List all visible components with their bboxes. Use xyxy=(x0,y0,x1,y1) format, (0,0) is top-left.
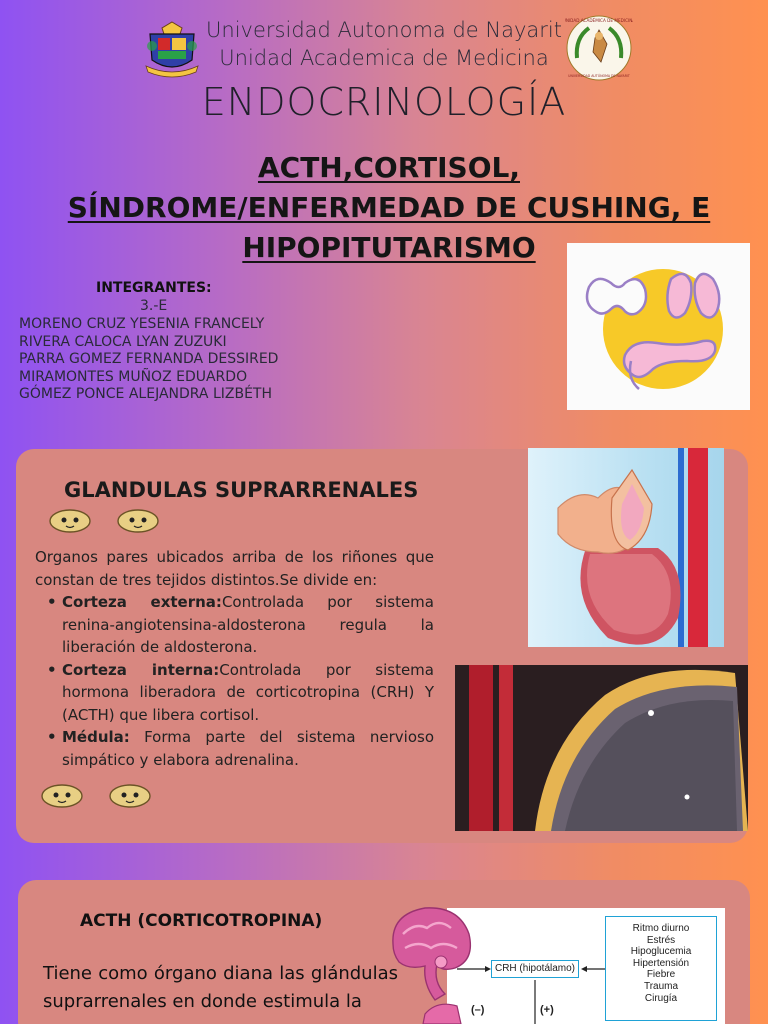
acth-text: Tiene como órgano diana las glándulas suprarrenales en donde estimula la xyxy=(43,963,398,1012)
member-name: PARRA GOMEZ FERNANDA DESSIRED xyxy=(19,351,279,368)
seal-caption-bottom: UNIVERSIDAD AUTÓNOMA DE NAYARIT xyxy=(568,74,630,78)
adrenal-emoji-icon xyxy=(36,780,160,816)
member-name: MIRAMONTES MUÑOZ EDUARDO xyxy=(19,368,248,385)
members-list xyxy=(19,316,278,404)
stimulus-item: Fiebre xyxy=(646,969,676,981)
title-line-3: HIPOPITUTARISMO xyxy=(242,231,536,264)
positive-feedback-label: (+) xyxy=(540,1004,554,1016)
acth-title: ACTH (CORTICOTROPINA) xyxy=(80,911,323,931)
university-name: Universidad Autonoma de Nayarit xyxy=(206,18,562,42)
adrenal-emoji-icon xyxy=(44,505,168,541)
medicine-seal xyxy=(565,14,633,82)
list-item: • Médula: Forma parte del sistema nervioso simpático y elabora adrenalina. xyxy=(35,726,434,771)
stimulus-item: Ritmo diurno xyxy=(632,923,690,934)
seal-caption: UNIDAD ACADÉMICA DE MEDICINA xyxy=(565,18,633,23)
member-name: MORENO CRUZ YESENIA FRANCELY xyxy=(19,316,265,332)
subject-title: ENDOCRINOLOGÍA xyxy=(201,80,567,124)
adrenal-list xyxy=(35,591,434,771)
stimulus-item: Cirugía xyxy=(644,992,678,1004)
hpa-axis-diagram xyxy=(447,908,725,1024)
group-label: 3.-E xyxy=(140,298,168,314)
adrenal-body xyxy=(35,546,434,771)
brain-illustration xyxy=(385,904,477,1024)
list-item: • Corteza interna:Controlada por sistema hormona liberadora de corticotropina (CRH) Y (ACTH) que libera cortisol. xyxy=(35,659,434,727)
stimulus-item: Estrés xyxy=(646,934,676,946)
stimulus-item: Hipertensión xyxy=(632,957,690,969)
title-line-1: ACTH,CORTISOL, xyxy=(257,151,520,184)
adrenal-cortex-image xyxy=(455,665,748,831)
stimulus-item: Trauma xyxy=(643,980,679,992)
member-name: RIVERA CALOCA LYAN ZUZUKI xyxy=(19,333,227,350)
university-logo xyxy=(142,16,202,82)
adrenal-intro: Organos pares ubicados arriba de los riñones que constan de tres tejidos distintos.Se divide en: xyxy=(35,548,434,589)
negative-feedback-label: (–) xyxy=(471,1004,485,1016)
academic-unit: Unidad Academica de Medicina xyxy=(219,46,549,70)
adrenal-gland-image xyxy=(528,448,724,647)
organs-illustration xyxy=(567,243,750,410)
member-name: GÓMEZ PONCE ALEJANDRA LIZBÉTH xyxy=(19,386,273,403)
members-heading: INTEGRANTES: xyxy=(96,280,212,296)
list-item: • Corteza externa:Controlada por sistema renina-angiotensina-aldosterona regula la liberación de aldosterona. xyxy=(35,591,434,659)
adrenal-title: GLANDULAS SUPRARRENALES xyxy=(64,478,419,502)
crh-box: CRH (hipotálamo) xyxy=(491,960,579,978)
stimulus-item: Hipoglucemia xyxy=(630,946,692,958)
title-line-2: SÍNDROME/ENFERMEDAD DE CUSHING, E xyxy=(67,191,711,224)
